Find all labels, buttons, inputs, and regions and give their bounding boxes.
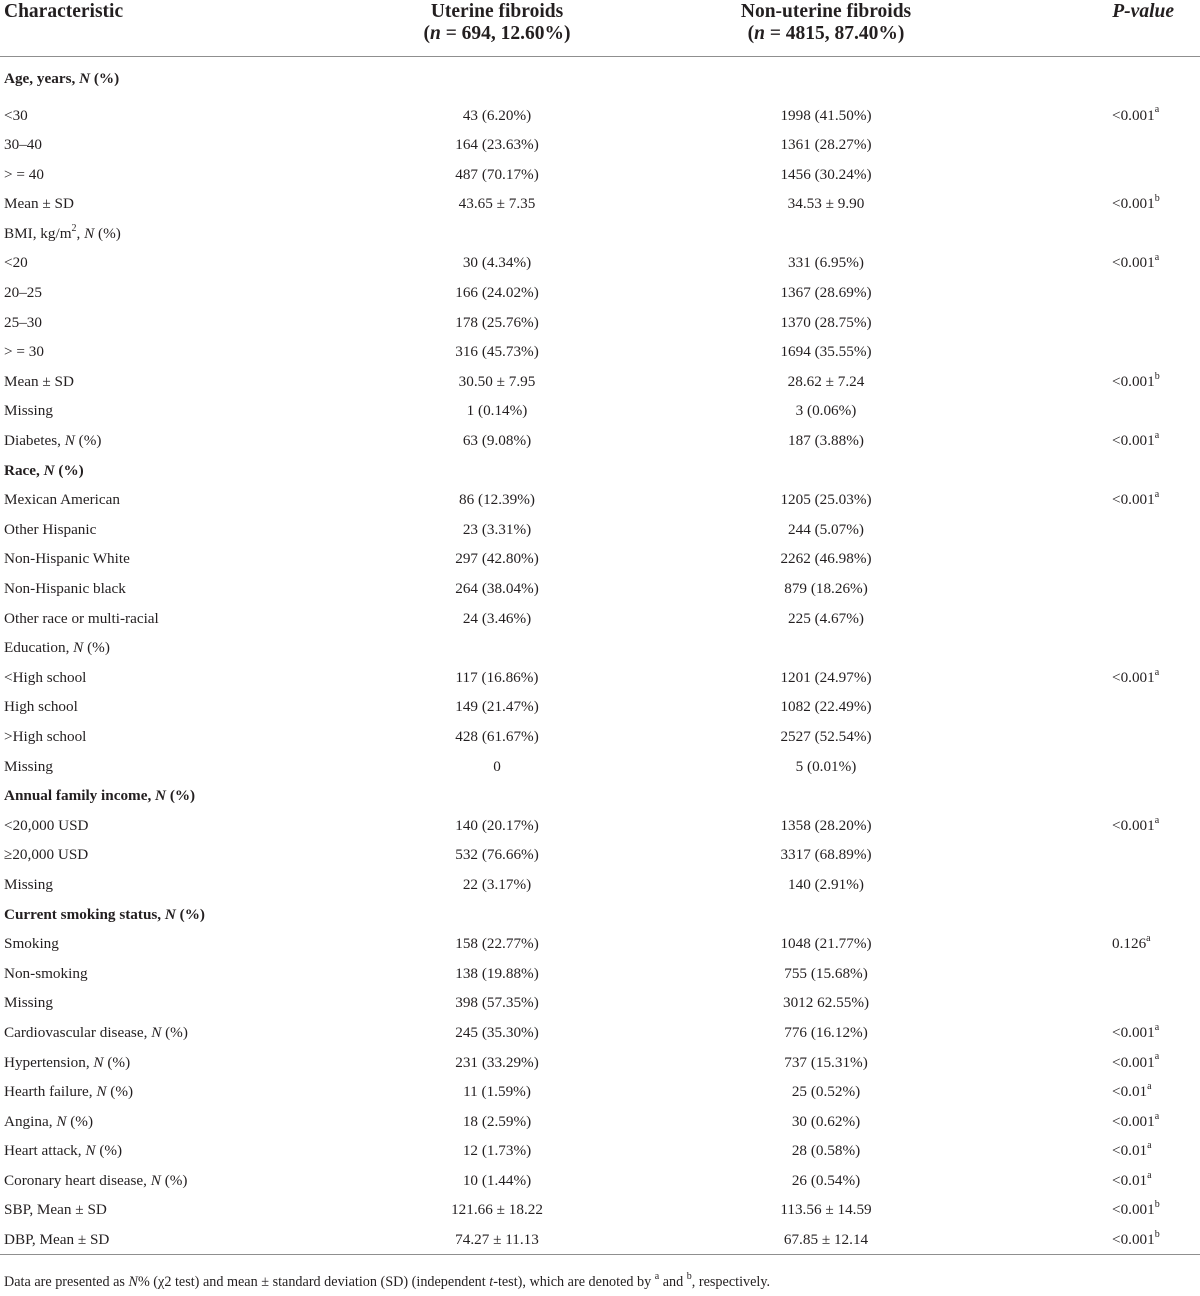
cell-non-uterine-fibroids: 331 (6.95%) [788, 254, 864, 272]
table-row [0, 130, 1200, 160]
cell-non-uterine-fibroids: 244 (5.07%) [788, 520, 864, 538]
cell-uterine-fibroids [330, 56, 606, 101]
row-label: Hypertension, N (%) [4, 1053, 131, 1071]
cell-uterine-fibroids: 140 (20.17%) [455, 816, 539, 834]
table-row [0, 160, 1200, 190]
cell-uterine-fibroids: 166 (24.02%) [455, 284, 539, 302]
cell-non-uterine-fibroids: 34.53 ± 9.90 [787, 195, 865, 213]
cell-non-uterine-fibroids [606, 56, 1026, 101]
cell-uterine-fibroids: 30 (4.34%) [462, 254, 532, 272]
cell-p-value: <0.001$^b$ [1112, 1229, 1160, 1249]
table-row [0, 337, 1200, 367]
row-label: Missing [4, 994, 53, 1012]
cell-uterine-fibroids: 316 (45.73%) [455, 343, 539, 361]
cell-p-value: <0.001$^a$ [1112, 1110, 1160, 1130]
table-row [0, 56, 1200, 101]
cell-uterine-fibroids: 24 (3.46%) [462, 609, 532, 627]
row-label: Other race or multi-racial [4, 609, 159, 627]
cell-non-uterine-fibroids: 225 (4.67%) [788, 609, 864, 627]
cell-uterine-fibroids: 428 (61.67%) [455, 727, 539, 745]
cell-uterine-fibroids [330, 456, 606, 486]
cell-non-uterine-fibroids: 776 (16.12%) [784, 1023, 868, 1041]
row-label: 30–40 [4, 136, 42, 154]
cell-uterine-fibroids: 231 (33.29%) [455, 1053, 539, 1071]
table-row [0, 633, 1200, 663]
row-label: Smoking [4, 935, 59, 953]
cell-uterine-fibroids: 1 (0.14%) [466, 402, 528, 420]
cell-non-uterine-fibroids: 755 (15.68%) [784, 964, 868, 982]
row-label: Coronary heart disease, N (%) [4, 1171, 188, 1189]
row-label: BMI, $kg/m^2$, N (%) [4, 222, 121, 242]
header-row [0, 0, 1200, 56]
cell-non-uterine-fibroids: 28 (0.58%) [791, 1142, 861, 1160]
cell-uterine-fibroids [330, 219, 606, 249]
cell-p-value: <0.001$^b$ [1112, 370, 1160, 390]
cell-uterine-fibroids: 149 (21.47%) [455, 698, 539, 716]
cell-p-value [1026, 337, 1200, 367]
header-characteristic: Characteristic [0, 0, 330, 56]
cell-p-value: <0.001$^a$ [1112, 252, 1160, 272]
cell-uterine-fibroids: 264 (38.04%) [455, 580, 539, 597]
table-row [0, 574, 1200, 604]
cell-p-value [1026, 130, 1200, 160]
row-label: Missing [4, 875, 53, 893]
table-row [0, 1107, 1200, 1137]
table-row [0, 781, 1200, 811]
table-row [0, 278, 1200, 308]
cell-p-value [1026, 278, 1200, 308]
cell-p-value [1026, 692, 1200, 722]
cell-p-value [1026, 515, 1200, 545]
table-row [0, 248, 1200, 278]
table-row [0, 396, 1200, 426]
cell-p-value: <0.01$^a$ [1112, 1169, 1152, 1189]
table-row [0, 1018, 1200, 1048]
cell-p-value: <0.001$^b$ [1112, 193, 1160, 213]
row-label: Missing [4, 757, 53, 775]
cell-non-uterine-fibroids: 1694 (35.55%) [780, 343, 872, 361]
table-row [0, 367, 1200, 397]
table-row [0, 959, 1200, 989]
cell-non-uterine-fibroids: 1358 (28.20%) [780, 816, 872, 834]
table-row [0, 900, 1200, 930]
cell-uterine-fibroids: 245 (35.30%) [455, 1023, 539, 1041]
row-label: SBP, Mean ± SD [4, 1201, 107, 1219]
row-label: <High school [4, 668, 87, 686]
table-row [0, 456, 1200, 486]
table-row [0, 101, 1200, 131]
cell-non-uterine-fibroids: 30 (0.62%) [791, 1112, 861, 1130]
table-row [0, 544, 1200, 574]
row-label: <20 [4, 254, 28, 272]
cell-uterine-fibroids: 297 (42.80%) [455, 550, 539, 568]
cell-uterine-fibroids: 23 (3.31%) [462, 520, 532, 538]
row-label: Diabetes, N (%) [4, 432, 102, 450]
cell-non-uterine-fibroids: 3317 (68.89%) [780, 846, 872, 864]
cell-p-value [1026, 544, 1200, 574]
row-label: Cardiovascular disease, N (%) [4, 1023, 188, 1041]
cell-non-uterine-fibroids: 3 (0.06%) [795, 402, 857, 420]
cell-non-uterine-fibroids [606, 900, 1026, 930]
cell-p-value [1026, 219, 1200, 249]
cell-p-value [1026, 781, 1200, 811]
cell-non-uterine-fibroids: 25 (0.52%) [791, 1083, 861, 1101]
row-label: 20–25 [4, 284, 42, 302]
cell-non-uterine-fibroids: 2527 (52.54%) [780, 727, 872, 745]
cell-p-value [1026, 396, 1200, 426]
cell-uterine-fibroids: 121.66 ± 18.22 [451, 1201, 543, 1219]
row-label: High school [4, 698, 78, 716]
table-row [0, 663, 1200, 693]
cell-p-value [1026, 959, 1200, 989]
header-non-uterine-fibroids: Non-uterine fibroids (n = 4815, 87.40%) [606, 0, 1026, 56]
table-row [0, 1195, 1200, 1225]
cell-non-uterine-fibroids: 1998 (41.50%) [780, 106, 872, 124]
cell-p-value [1026, 604, 1200, 634]
header-p-value: P-value [1026, 0, 1200, 56]
cell-uterine-fibroids: 138 (19.88%) [455, 964, 539, 982]
cell-non-uterine-fibroids: 140 (2.91%) [788, 875, 864, 893]
cell-non-uterine-fibroids: 28.62 ± 7.24 [787, 372, 865, 390]
cell-non-uterine-fibroids: 113.56 ± 14.59 [780, 1201, 872, 1219]
row-label: 25–30 [4, 313, 42, 331]
row-label: Missing [4, 402, 53, 420]
row-label: > = 30 [4, 343, 44, 361]
cell-uterine-fibroids: 11 (1.59%) [463, 1083, 531, 1101]
row-label: DBP, Mean ± SD [4, 1231, 110, 1249]
cell-non-uterine-fibroids: 3012 62.55%) [782, 994, 870, 1012]
cell-uterine-fibroids: 532 (76.66%) [455, 846, 539, 864]
table-row [0, 485, 1200, 515]
table-row [0, 1225, 1200, 1255]
cell-non-uterine-fibroids: 5 (0.01%) [795, 757, 857, 775]
cell-p-value: <0.001$^a$ [1112, 1051, 1160, 1071]
table-row [0, 515, 1200, 545]
cell-p-value: <0.001$^a$ [1112, 666, 1160, 686]
table-row [0, 752, 1200, 782]
row-label: Education, N (%) [4, 639, 110, 657]
table-row [0, 189, 1200, 219]
row-label: >High school [4, 727, 87, 745]
cell-uterine-fibroids: 12 (1.73%) [462, 1142, 532, 1160]
row-label: Non-smoking [4, 964, 88, 982]
table-row [0, 308, 1200, 338]
cell-p-value [1026, 722, 1200, 752]
table-body [0, 56, 1200, 1255]
cell-non-uterine-fibroids: 1456 (30.24%) [780, 165, 872, 183]
cell-uterine-fibroids [330, 633, 606, 663]
cell-non-uterine-fibroids: 1370 (28.75%) [780, 313, 872, 331]
cell-uterine-fibroids: 10 (1.44%) [462, 1171, 532, 1189]
table-row [0, 1166, 1200, 1196]
cell-uterine-fibroids: 86 (12.39%) [459, 491, 535, 509]
row-label: Non-Hispanic black [4, 580, 126, 597]
table-row [0, 722, 1200, 752]
cell-non-uterine-fibroids: 26 (0.54%) [791, 1171, 861, 1189]
cell-uterine-fibroids: 398 (57.35%) [455, 994, 539, 1012]
cell-non-uterine-fibroids: 1082 (22.49%) [780, 698, 872, 716]
cell-non-uterine-fibroids [606, 219, 1026, 249]
table-row [0, 219, 1200, 249]
cell-p-value [1026, 633, 1200, 663]
cell-p-value [1026, 900, 1200, 930]
cell-uterine-fibroids: 43 (6.20%) [462, 106, 532, 124]
cell-uterine-fibroids: 158 (22.77%) [455, 935, 539, 953]
cell-p-value [1026, 870, 1200, 900]
table-row [0, 1048, 1200, 1078]
cell-non-uterine-fibroids: 879 (18.26%) [784, 580, 868, 597]
cell-p-value [1026, 456, 1200, 486]
cell-p-value [1026, 308, 1200, 338]
row-label: Angina, N (%) [4, 1112, 94, 1130]
cell-non-uterine-fibroids: 2262 (46.98%) [780, 550, 872, 568]
cell-uterine-fibroids: 43.65 ± 7.35 [458, 195, 536, 213]
table-row [0, 692, 1200, 722]
cell-p-value: <0.001$^a$ [1112, 814, 1160, 834]
cell-p-value: <0.001$^b$ [1112, 1199, 1160, 1219]
bottom-rule [0, 1254, 1200, 1255]
cell-p-value: <0.01$^a$ [1112, 1081, 1152, 1101]
row-label: Mexican American [4, 491, 120, 509]
table-row [0, 426, 1200, 456]
cell-p-value: <0.001$^a$ [1112, 489, 1160, 509]
row-label: Annual family income, N (%) [4, 787, 196, 805]
footnote: Data are presented as N% (χ2 test) and mean ± standard deviation (SD) (independent t-test), which are denoted by $^a$ and $^b$, respectively. [4, 1271, 771, 1290]
cell-non-uterine-fibroids: 1367 (28.69%) [780, 284, 872, 302]
cell-uterine-fibroids: 117 (16.86%) [455, 668, 539, 686]
cell-non-uterine-fibroids: 187 (3.88%) [788, 432, 864, 450]
cell-uterine-fibroids: 63 (9.08%) [462, 432, 532, 450]
cell-uterine-fibroids: 178 (25.76%) [455, 313, 539, 331]
cell-uterine-fibroids: 22 (3.17%) [462, 875, 532, 893]
cell-uterine-fibroids [330, 900, 606, 930]
table-row [0, 929, 1200, 959]
cell-non-uterine-fibroids: 67.85 ± 12.14 [783, 1231, 869, 1249]
row-label: > = 40 [4, 165, 44, 183]
header-uterine-fibroids: Uterine fibroids (n = 694, 12.60%) [330, 0, 606, 56]
row-label: Hearth failure, N (%) [4, 1083, 134, 1101]
cell-non-uterine-fibroids [606, 781, 1026, 811]
row-label: <30 [4, 106, 28, 124]
cell-p-value [1026, 988, 1200, 1018]
cell-p-value [1026, 752, 1200, 782]
cell-p-value [1026, 574, 1200, 604]
cell-non-uterine-fibroids: 1048 (21.77%) [780, 935, 872, 953]
cell-p-value: 0.126$^a$ [1112, 933, 1151, 953]
cell-non-uterine-fibroids: 1361 (28.27%) [780, 136, 872, 154]
cell-non-uterine-fibroids: 1201 (24.97%) [780, 668, 872, 686]
cell-p-value [1026, 160, 1200, 190]
row-label: ≥20,000 USD [4, 846, 89, 864]
cell-p-value: <0.001$^a$ [1112, 429, 1160, 450]
table-row [0, 870, 1200, 900]
cell-uterine-fibroids: 74.27 ± 11.13 [455, 1231, 539, 1249]
cell-non-uterine-fibroids [606, 456, 1026, 486]
row-label: Other Hispanic [4, 520, 97, 538]
cell-non-uterine-fibroids: 737 (15.31%) [784, 1053, 868, 1071]
cell-uterine-fibroids [330, 781, 606, 811]
row-label: Race, N (%) [4, 461, 84, 479]
cell-uterine-fibroids: 18 (2.59%) [462, 1112, 532, 1130]
table-row [0, 840, 1200, 870]
table-row [0, 811, 1200, 841]
cell-p-value: <0.001$^a$ [1112, 1021, 1160, 1041]
cell-non-uterine-fibroids [606, 633, 1026, 663]
cell-uterine-fibroids: 487 (70.17%) [455, 165, 539, 183]
table-row [0, 1136, 1200, 1166]
row-label: <20,000 USD [4, 816, 89, 834]
cell-non-uterine-fibroids: 1205 (25.03%) [780, 491, 872, 509]
cell-p-value: <0.01$^a$ [1112, 1140, 1152, 1160]
row-label: Mean ± SD [4, 372, 74, 390]
cell-p-value [1026, 56, 1200, 101]
table-row [0, 1077, 1200, 1107]
cell-p-value: <0.001$^a$ [1112, 104, 1160, 124]
table-row [0, 988, 1200, 1018]
cell-uterine-fibroids: 0 [493, 757, 501, 775]
row-label: Age, years, N (%) [4, 69, 120, 87]
cell-p-value [1026, 840, 1200, 870]
row-label: Heart attack, N (%) [4, 1142, 123, 1160]
table-row [0, 604, 1200, 634]
cell-uterine-fibroids: 164 (23.63%) [455, 136, 539, 154]
row-label: Non-Hispanic White [4, 550, 130, 568]
cell-uterine-fibroids: 30.50 ± 7.95 [458, 372, 536, 390]
row-label: Mean ± SD [4, 195, 74, 213]
row-label: Current smoking status, N (%) [4, 905, 205, 923]
